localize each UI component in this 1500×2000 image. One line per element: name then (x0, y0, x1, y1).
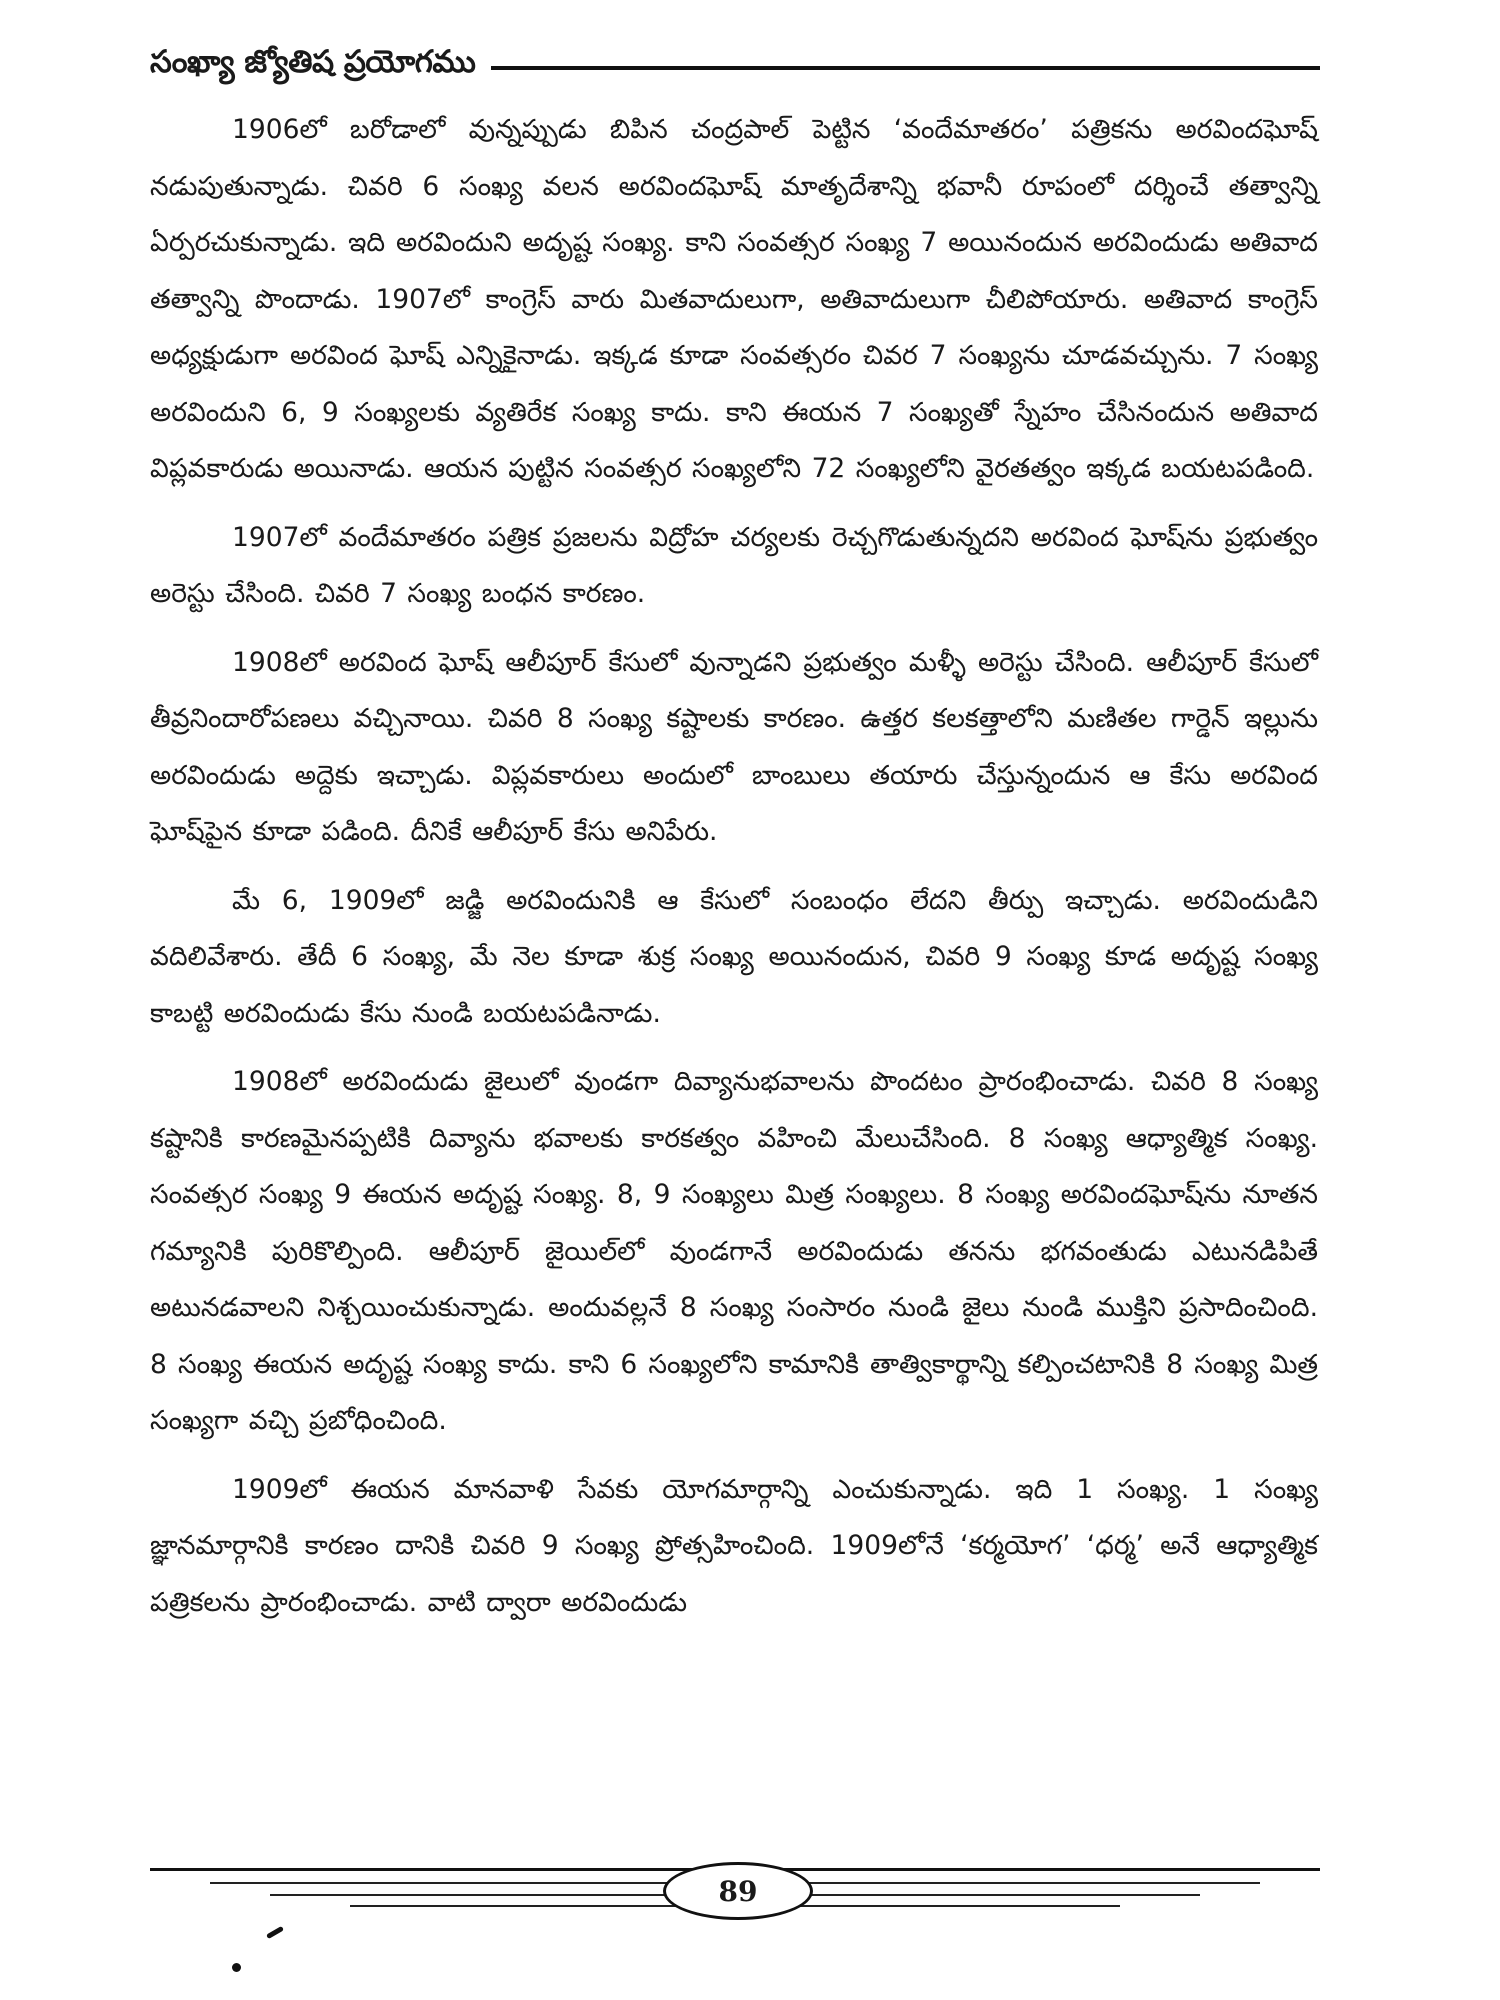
ink-mark (232, 1963, 241, 1972)
running-header (150, 40, 1320, 90)
body-text (150, 102, 1318, 1643)
page-footer (150, 1860, 1320, 1920)
paragraph: 1908లో అరవిందుడు జైలులో వుండగా దివ్యానుభవాలను పొందటం ప్రారంభించాడు. చివరి 8 సంఖ్య కష్టానికి కారణమైనప్పటికి దివ్యాను భవాలకు కారకత్వం వహించి మేలుచేసింది. 8 సంఖ్య ఆధ్యాత్మిక సంఖ్య. సంవత్సర సంఖ్య 9 ఈయన అదృష్ట సంఖ్య. 8, 9 సంఖ్యలు మిత్ర సంఖ్యలు. 8 సంఖ్య అరవిందఘోష్‌ను నూతన గమ్యానికి పురికొల్పింది. ఆలీపూర్ జైయిల్‌లో వుండగానే అరవిందుడు తనను భగవంతుడు ఎటునడిపితే అటునడవాలని నిశ్చయించుకున్నాడు. అందువల్లనే 8 సంఖ్య సంసారం నుండి జైలు నుండి ముక్తిని ప్రసాదించింది. 8 సంఖ్య ఈయన అదృష్ట సంఖ్య కాదు. కాని 6 సంఖ్యలోని కామానికి తాత్వికార్థాన్ని కల్పించటానికి 8 సంఖ్య మిత్ర సంఖ్యగా వచ్చి ప్రబోధించింది. (150, 1066, 1318, 1436)
paragraph: మే 6, 1909లో జడ్జి అరవిందునికి ఆ కేసులో సంబంధం లేదని తీర్పు ఇచ్చాడు. అరవిందుడిని వదిలివేశారు. తేదీ 6 సంఖ్య, మే నెల కూడా శుక్ర సంఖ్య అయినందున, చివరి 9 సంఖ్య కూడ అదృష్ట సంఖ్య కాబట్టి అరవిందుడు కేసు నుండి బయటపడినాడు. (150, 884, 1318, 1029)
paragraph: 1907లో వందేమాతరం పత్రిక ప్రజలను విద్రోహ చర్యలకు రెచ్చగొడుతున్నదని అరవింద ఘోష్‌ను ప్రభుత్వం అరెస్టు చేసింది. చివరి 7 సంఖ్య బంధన కారణం. (150, 521, 1318, 609)
running-header-title: సంఖ్యా జ్యోతిష ప్రయోగము (150, 43, 476, 80)
paragraph: 1908లో అరవింద ఘోష్ ఆలీపూర్ కేసులో వున్నాడని ప్రభుత్వం మళ్ళీ అరెస్టు చేసింది. ఆలీపూర్ కేసులో తీవ్రనిందారోపణలు వచ్చినాయి. చివరి 8 సంఖ్య కష్టాలకు కారణం. ఉత్తర కలకత్తాలోని మణితల గార్డెన్ ఇల్లును అరవిందుడు అద్దెకు ఇచ్చాడు. విప్లవకారులు అందులో బాంబులు తయారు చేస్తున్నందున ఆ కేసు అరవింద ఘోష్‌పైన కూడా పడింది. దీనికే ఆలీపూర్ కేసు అనిపేరు. (150, 646, 1318, 847)
header-rule (491, 66, 1320, 70)
paragraph: 1906లో బరోడాలో వున్నప్పుడు బిపిన చంద్రపాల్ పెట్టిన ‘వందేమాతరం’ పత్రికను అరవిందఘోష్ నడుపుతున్నాడు. చివరి 6 సంఖ్య వలన అరవిందఘోష్ మాతృదేశాన్ని భవానీ రూపంలో దర్శించే తత్వాన్ని ఏర్పరచుకున్నాడు. ఇది అరవిందుని అదృష్ట సంఖ్య. కాని సంవత్సర సంఖ్య 7 అయినందున అరవిందుడు అతివాద తత్వాన్ని పొందాడు. 1907లో కాంగ్రెస్ వారు మితవాదులుగా, అతివాదులుగా చీలిపోయారు. అతివాద కాంగ్రెస్ అధ్యక్షుడుగా అరవింద ఘోష్ ఎన్నికైనాడు. ఇక్కడ కూడా సంవత్సరం చివర 7 సంఖ్యను చూడవచ్చును. 7 సంఖ్య అరవిందుని 6, 9 సంఖ్యలకు వ్యతిరేక సంఖ్య కాదు. కాని ఈయన 7 సంఖ్యతో స్నేహం చేసినందున అతివాద విప్లవకారుడు అయినాడు. ఆయన పుట్టిన సంవత్సర సంఖ్యలోని 72 సంఖ్యలోని వైరతత్వం ఇక్కడ బయటపడింది. (150, 114, 1318, 484)
paragraph: 1909లో ఈయన మానవాళి సేవకు యోగమార్గాన్ని ఎంచుకున్నాడు. ఇది 1 సంఖ్య. 1 సంఖ్య జ్ఞానమార్గానికి కారణం దానికి చివరి 9 సంఖ్య ప్రోత్సహించింది. 1909లోనే ‘కర్మయోగ’ ‘ధర్మ’ అనే ఆధ్యాత్మిక పత్రికలను ప్రారంభించాడు. వాటి ద్వారా అరవిందుడు (150, 1473, 1318, 1618)
ink-mark (266, 1926, 284, 1939)
page-number-badge (663, 1862, 813, 1920)
page-number: 89 (718, 1874, 758, 1908)
